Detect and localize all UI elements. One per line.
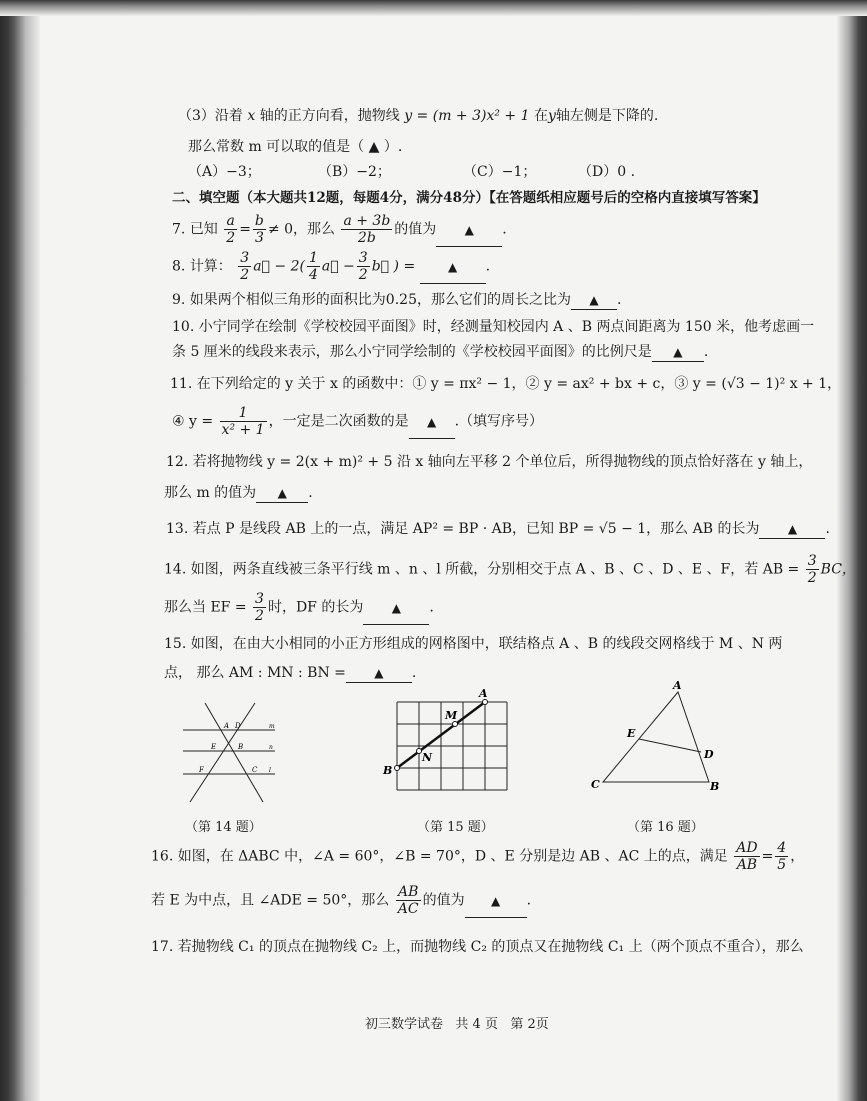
fig16-label-B: B [710,780,720,793]
q10-answer-blank[interactable] [652,343,704,362]
q15-line2: 点， 那么 AM : MN : BN = ▲ . [164,665,417,681]
q16-frac-1 [734,840,759,873]
q7-f2-num: b [254,213,264,229]
q14-frac-1 [806,553,819,586]
q8-frac-1 [238,250,251,283]
q6-option-b: （B）−2； [318,164,391,180]
q10-line1: 10. 小宁同学在绘制《学校校园平面图》时，经测量知校园内 A 、B 两点间距离为 150 米，他考虑画一 [172,319,815,335]
q8-mid: a⃗ − 2( [253,258,305,275]
figure-15 [375,685,525,800]
q8-pre: 计算： [189,258,232,275]
q7-post: 的值为 [394,221,437,238]
q11-answer-blank[interactable] [409,406,455,439]
q8-f3-num: 3 [358,250,368,266]
q7-frac-expr [341,213,392,246]
q11-line1: 11. 在下列给定的 y 关于 x 的函数中：① y = πx² − 1，② y = ax² + bx + c，③ y = (√3 − 1)² x + 1， [170,376,842,392]
q16-frac-2 [775,840,788,873]
q11-frac-den: x² + 1 [221,422,265,438]
fig16-label-D: D [704,748,714,761]
fig14-label-C: C [252,766,258,774]
q16-triangle: ▲ [490,893,501,908]
figure-16 [583,678,723,798]
q11-line2 [172,405,543,439]
q13-answer-blank[interactable] [759,520,825,539]
fig16-label-C: C [591,778,600,791]
section2-header: 二、填空题（本大题共12题，每题4分，满分48分）【在答题纸相应题号后的空格内直接填写答案】 [172,190,766,206]
q7-eq: = [239,221,251,238]
q6-part3 [178,107,658,125]
q6-formula: y = (m + 3)x² + 1 [404,108,530,124]
q16-f3-num: AB [396,884,421,901]
q8-answer-blank[interactable] [420,251,486,284]
q16-f1-num: AD [736,840,758,856]
fig14-caption: （第 14 题） [185,820,262,835]
fig14-transversal-1 [205,703,263,802]
q14-post: BC， [820,561,856,578]
q8-f3-den: 2 [358,267,368,283]
q11-frac-num: 1 [220,405,267,422]
fig15-label-M: M [445,709,458,722]
q7-f1-num: a [224,213,237,230]
fig14-label-F: F [199,766,204,774]
q7-ne: ≠ 0，那么 [267,221,335,238]
fig14-label-A: A [224,722,230,730]
q9-answer-blank[interactable] [571,291,617,310]
q6-text-a: 沿着 [214,108,243,124]
fig15-point-A [483,700,488,705]
fig15-point-N [417,749,422,754]
q8-f2-den: 4 [308,267,318,283]
q16-eq: = [761,848,774,865]
q7-f3-num: a + 3b [343,213,391,229]
q16-f2-den: 5 [777,857,787,873]
q15-triangle: ▲ [374,666,384,680]
q6-x: x [247,108,256,124]
q8-f1-den: 2 [240,267,250,283]
q17: 17. 若抛物线 C₁ 的顶点在抛物线 C₂ 上，而抛物线 C₂ 的顶点又在抛物线 C₁ 上（两个顶点不重合），那么 [151,939,804,955]
q14-answer-blank[interactable] [363,592,429,625]
q14-f2-num: 3 [255,591,264,607]
q8-f1-num: 3 [240,250,250,266]
fig16-caption: （第 16 题） [627,820,704,835]
q14-text: 14. 如图，两条直线被三条平行线 m 、n 、l 所截，分别相交于点 A 、B 、C 、D 、E 、F，若 AB = [164,561,800,578]
q7-f1-den: 2 [226,230,236,246]
fig14-label-m: m [269,723,275,730]
q6-option-d: （D）0 . [578,164,636,180]
fig16-label-A: A [673,679,682,692]
page-footer [365,1013,549,1032]
fig16-segment-DE [639,739,701,752]
q10-line2: 条 5 厘米的线段来表示，那么小宁同学绘制的《学校校园平面图》的比例尺是 ▲ . [172,344,709,360]
fig14-label-n: n [269,744,273,751]
fig15-point-M [453,722,458,727]
q6-option-c: （C）−1； [463,164,537,180]
q14-line2-post: 时，DF 的长为 [267,599,364,616]
q16-f2-num: 4 [777,840,787,856]
fig14-label-D: D [235,722,241,730]
q12-triangle: ▲ [277,486,287,500]
q14-line2-pre: 那么当 EF = [164,599,247,616]
q6-option-a: （A）−3； [188,164,261,180]
q9: 9. 如果两个相似三角形的面积比为0.25，那么它们的周长之比为 ▲ . [172,292,622,308]
fig15-label-A: A [479,687,488,700]
q14-triangle: ▲ [391,600,401,615]
q16-line1 [151,840,804,873]
q12-line2: 那么 m 的值为 ▲ . [164,485,313,501]
q7-f3-den: 2b [357,230,376,246]
q12-line2-text: 那么 m 的值为 [164,485,257,501]
q16-line2-pre: 若 E 为中点，且 ∠ADE = 50°，那么 [151,892,390,909]
fig15-point-B [395,766,400,771]
q7-triangle: ▲ [464,222,474,237]
q11-frac [220,405,267,438]
q7: 7. 已知 $\frac{a}{2}$ = $\frac{b}{3}$ ≠ 0，那么 $\frac{a + 3b}{2b}$ 的值为 ▲ . [172,213,507,246]
q7-f2-den: 3 [254,230,264,246]
q16-answer-blank[interactable] [465,885,527,918]
q11-post: ，一定是二次函数的是 [268,413,409,430]
footer-page-number: 第 2页 [510,1017,549,1032]
q11-triangle: ▲ [426,414,437,429]
fig15-label-N: N [422,751,433,764]
q7-answer-blank[interactable] [436,214,502,247]
q14-f2-den: 2 [255,608,264,624]
q7-frac-b3 [253,213,266,246]
q8-number: 8. [172,258,186,275]
q7-number: 7. [172,221,186,238]
fig14-label-B: B [238,743,244,751]
q14-line1 [164,553,856,586]
fig15-label-B: B [383,764,393,777]
q14-line2: 那么当 EF = $\frac{3}{2}$ 时，DF 的长为 ▲ . [164,591,434,624]
fig14-transversal-2 [190,703,255,802]
q9-triangle: ▲ [589,293,599,307]
footer-title: 初三数学试卷 [365,1017,444,1032]
footer-pages: 共 4 页 [455,1017,498,1032]
q16-f3-den: AC [397,901,419,917]
q6-text-b: 轴的正方向看，抛物线 [259,108,400,124]
q8-triangle: ▲ [448,259,458,274]
q14-frac-2 [253,591,266,624]
figure-14 [175,695,285,810]
fig14-label-l: l [269,767,271,774]
q6-part3-label: （3） [178,108,215,124]
q16-frac-3 [396,884,421,917]
q7-frac-a2 [224,213,237,246]
q10-triangle: ▲ [673,345,683,359]
q16-text: 16. 如图，在 ΔABC 中，∠A = 60°，∠B = 70°，D 、E 分别是边 AB 、AC 上的点，满足 [151,848,728,865]
q8-post: b⃗ ) = [371,258,416,275]
q12-answer-blank[interactable] [256,484,308,503]
q9-text: 9. 如果两个相似三角形的面积比为0.25，那么它们的周长之比为 [172,292,571,308]
q13-triangle: ▲ [787,522,798,536]
q8-f2-num: 1 [308,250,318,266]
q8-mid2: a⃗ − [321,258,355,275]
q12-line1: 12. 若将抛物线 y = 2(x + m)² + 5 沿 x 轴向左平移 2 个单位后，所得抛物线的顶点恰好落在 y 轴上， [166,454,813,470]
q8-frac-2 [307,250,320,283]
q11-tail: .（填写序号） [454,413,544,430]
q16-line2: 若 E 为中点，且 ∠ADE = 50°，那么 $\frac{AB}{AC}$ 的值为 ▲ . [151,884,532,917]
q16-post: ， [790,848,805,865]
q13-text: 13. 若点 P 是线段 AB 上的一点，满足 AP² = BP · AB，已知 BP = √5 − 1，那么 AB 的长为 [166,521,760,537]
q8-frac-3 [357,250,370,283]
q15-answer-blank[interactable] [346,664,412,683]
q6-text-c: 在 [533,108,548,124]
q6-text-d: 轴左侧是下降的. [555,108,659,124]
q6-ask: 那么常数 m 可以取的值是（ ▲ ）. [188,139,403,155]
q15-line2-text: 点， 那么 AM : MN : BN = [164,665,346,681]
q14-f1-num: 3 [807,553,817,569]
q6-y: y [547,108,556,124]
q7-pre: 已知 [189,221,218,238]
fig16-label-E: E [627,727,636,740]
q13-tail: . [825,521,830,537]
q10-line2-text: 条 5 厘米的线段来表示，那么小宁同学绘制的《学校校园平面图》的比例尺是 [172,344,652,360]
fig16-triangle-ABC [603,692,709,782]
q11-pre: ④ y = [172,413,214,430]
fig15-caption: （第 15 题） [417,820,494,835]
q13 [166,520,830,539]
q15-line1: 15. 如图，在由大小相同的小正方形组成的网格图中，联结格点 A 、B 的线段交网格线于 M 、N 两 [164,636,783,652]
q16-line2-post: 的值为 [422,892,465,909]
fig14-label-E: E [211,743,217,751]
q16-f1-den: AB [736,857,758,873]
q14-f1-den: 2 [807,570,817,586]
q8: 8. 计算： $\frac{3}{2}$ a⃗ − 2( $\frac{1}{4}$ a⃗ − $\frac{3}{2}$ b⃗ ) = ▲ . [172,250,491,283]
